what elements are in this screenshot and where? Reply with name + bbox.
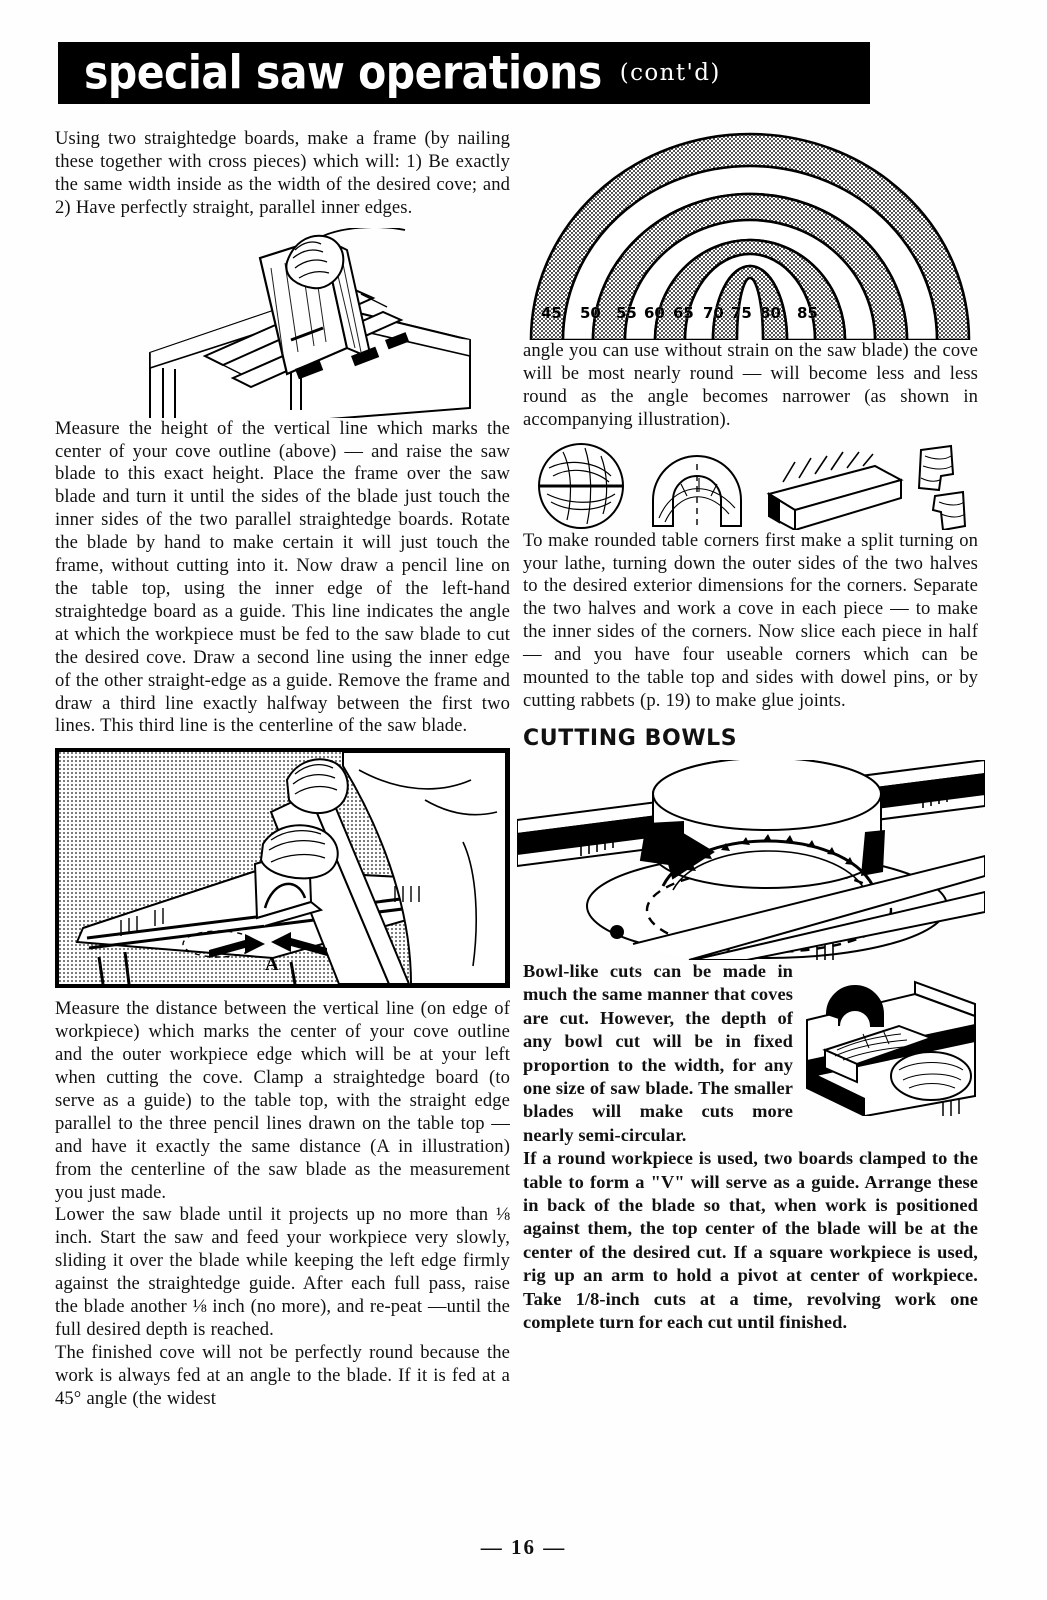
- right-column: [523, 128, 978, 1334]
- bowl-cutting-svg: [517, 760, 985, 960]
- left-paragraph-1: Using two straightedge boards, make a frame (by nailing these together with cross pieces) which will: 1) Be exactly the same width inside as the width of the desired cove; and 2) Have perfectly straight, parallel inner edges.: [55, 128, 510, 218]
- angle-label-85: 85: [797, 304, 818, 322]
- left-column: [55, 128, 510, 1411]
- figure-round-workpiece-on-saw-table: [517, 760, 985, 960]
- right-paragraph-1: angle you can use without strain on the saw blade) the cove will be most nearly round — will become less and less round as the angle becomes narrower (as shown in accompanying illustration).: [523, 340, 978, 430]
- dimension-label-a: A: [265, 954, 279, 976]
- figure-split-turning-steps: [523, 438, 978, 530]
- figure-v-guide-boards-inset: [803, 964, 978, 1116]
- angle-label-60: 60: [644, 304, 665, 322]
- angle-label-65: 65: [673, 304, 694, 322]
- angle-label-70: 70: [703, 304, 724, 322]
- section-heading-cutting-bowls: CUTTING BOWLS: [523, 725, 738, 751]
- right-paragraph-4: If a round workpiece is used, two boards clamped to the table to form a "V" will serve as a guide. Arrange these in back of the blade so that, when work is positioned against them, the top center of the blade will be at the center of the desired cut. If a square workpiece is used, rig up an arm to hold a pivot at center of workpiece. Take 1/8-inch cuts at a time, revolving work one complete turn for each cut until finished.: [523, 1148, 978, 1332]
- figure-cove-angle-arcs: [523, 128, 978, 340]
- right-paragraph-2: To make rounded table corners first make a split turning on your lathe, turning down the outer sides of the two halves to the desired exterior dimensions for the corners. Separate the two halves and work a cove in each piece — to make the inner sides of the corners. Now slice each piece in half — and you have four useable corners which can be mounted to the table top and sides with dowel pins, or by cutting rabbets (p. 19) to make glue joints.: [523, 529, 978, 711]
- v-guide-inset-svg: [803, 964, 978, 1116]
- photo-frame: [55, 748, 510, 988]
- left-paragraph-2: Measure the height of the vertical line which marks the center of your cove outline (above) — and raise the saw blade to this exact height. Place the frame over the saw blade and turn it until the sides of the blade just touch the inner sides of the two parallel straightedge boards. Rotate the blade by hand to make certain it will just touch the frame, without cutting into it. Now draw a pencil line on the table top, using the inner edge of the left-hand straightedge board as a guide. This line indicates the angle at which the workpiece must be fed to the saw blade to cut the desired cove. Draw a second line using the inner edge of the other straight-edge as a guide. Remove the frame and draw a third line exactly halfway between the first two lines. This third line is the centerline of the saw blade.: [55, 417, 510, 737]
- left-paragraph-4: Lower the saw blade until it projects up no more than ⅛ inch. Start the saw and feed your workpiece very slowly, sliding it over the blade while keeping the left edge firmly against the straightedge guide. After each full pass, raise the blade another ⅛ inch (no more), and re-peat —until the full desired depth is reached.: [55, 1204, 510, 1340]
- page-title: special saw operations: [84, 45, 602, 100]
- page-title-continued-label: (cont'd): [619, 60, 721, 86]
- page-number: — 16 —: [480, 1535, 567, 1559]
- angle-label-50: 50: [580, 304, 601, 322]
- left-paragraph-5: The finished cove will not be perfectly round because the work is always fed at an angle to the blade. If it is fed at a 45° angle (the widest: [55, 1341, 510, 1409]
- figure-frame-over-saw-blade: [55, 228, 510, 418]
- page-header-banner: [58, 42, 870, 104]
- frame-over-saw-blade-svg: [55, 228, 510, 418]
- right-paragraph-3: Bowl-like cuts can be made in much the same manner that coves are cut. However, the depth of any bowl cut will be in fixed proportion to the width, for any one size of saw blade. The smaller blades will make cuts more nearly semi-circular.: [523, 960, 793, 1145]
- angle-label-75: 75: [731, 304, 752, 322]
- angle-label-45: 45: [541, 304, 562, 322]
- split-turning-svg: [523, 438, 978, 530]
- figure-feeding-workpiece-photo: [55, 748, 510, 988]
- left-paragraph-3: Measure the distance between the vertical line (on edge of workpiece) which marks the center of your cove outline and the outer workpiece edge which will be at your left when cutting the cove. Clamp a straightedge board (to serve as a guide) to the table top, with the straight edge parallel to the three pencil lines drawn on the table top — and have it exactly the same distance (A in illustration) from the centerline of the saw blade as the measurement you just made.: [55, 998, 510, 1203]
- angle-tick-labels: [523, 304, 978, 330]
- saw-table-lineart-svg: [59, 752, 506, 984]
- angle-label-55: 55: [616, 304, 637, 322]
- angle-label-80: 80: [760, 304, 781, 322]
